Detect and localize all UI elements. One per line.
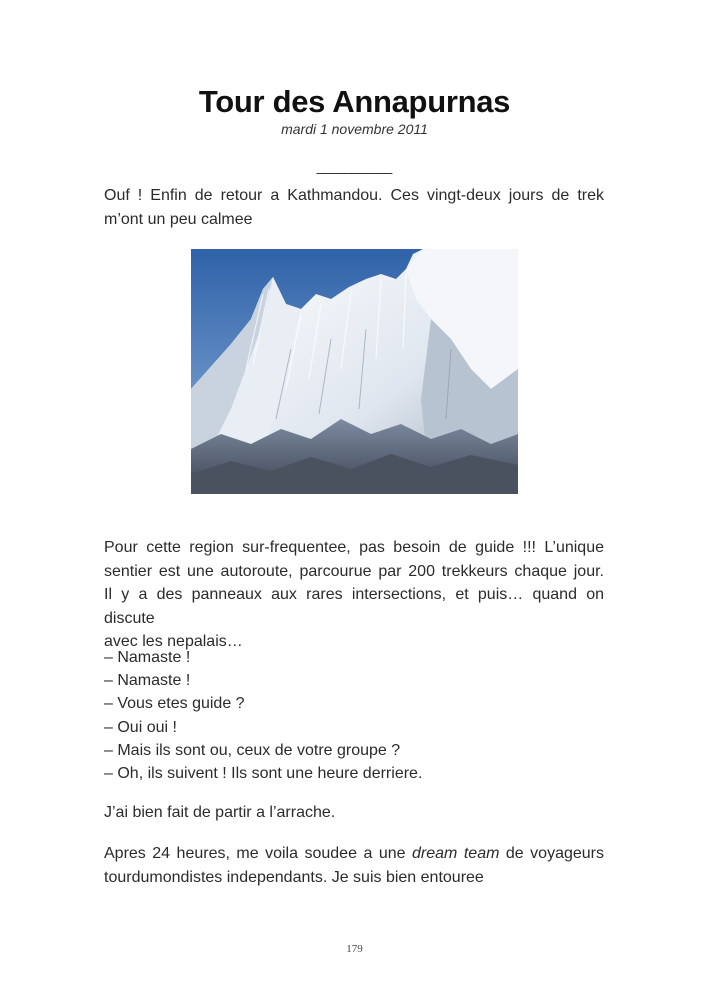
paragraph-line: tourdumondistes independants. Je suis bien entouree [104, 868, 484, 886]
paragraph-line: Pour cette region sur-frequentee, pas besoin de guide !!! L’unique [104, 539, 604, 556]
dialogue-line: – Oui oui ! [104, 718, 177, 736]
dialogue-line: – Namaste ! [104, 649, 191, 666]
intro-line: Ouf ! Enfin de retour a Kathmandou. Ces vingt-deux jours de trek [104, 187, 604, 204]
mountain-photo [191, 249, 518, 494]
paragraph-line: avec les nepalais… [104, 633, 243, 650]
dialogue-line: – Namaste ! [104, 672, 191, 690]
paragraph-guide [104, 536, 604, 654]
dialogue-block [104, 646, 604, 785]
dialogue-line: – Mais ils sont ou, ceux de votre groupe ? [104, 741, 401, 759]
text-run: Apres 24 heures, me voila soudee a une [104, 845, 413, 862]
intro-line: m’ont un peu calmee [104, 210, 253, 228]
page-number: 179 [346, 943, 363, 955]
page-title: Tour des Annapurnas [198, 84, 511, 119]
paragraph-arrache [104, 801, 604, 825]
paragraph-line: Il y a des panneaux aux rares intersections, et puis… quand on discute [104, 586, 604, 627]
text-run: de voyageurs [499, 845, 604, 862]
paragraph-line: sentier est une autoroute, parcourue par 200 trekkeurs chaque jour. [104, 562, 604, 580]
article-date: mardi 1 novembre 2011 [281, 121, 428, 137]
intro-paragraph [104, 184, 604, 231]
title-separator: ___________ [316, 158, 392, 174]
paragraph-dream-team [104, 842, 604, 889]
emphasis-dream-team: dream team [412, 845, 500, 862]
paragraph-line [104, 842, 604, 866]
paragraph-line: J’ai bien fait de partir a l’arrache. [104, 804, 336, 821]
dialogue-line: – Oh, ils suivent ! Ils sont une heure derriere. [104, 765, 423, 783]
dialogue-line: – Vous etes guide ? [104, 695, 245, 713]
mountain-illustration [191, 249, 518, 494]
